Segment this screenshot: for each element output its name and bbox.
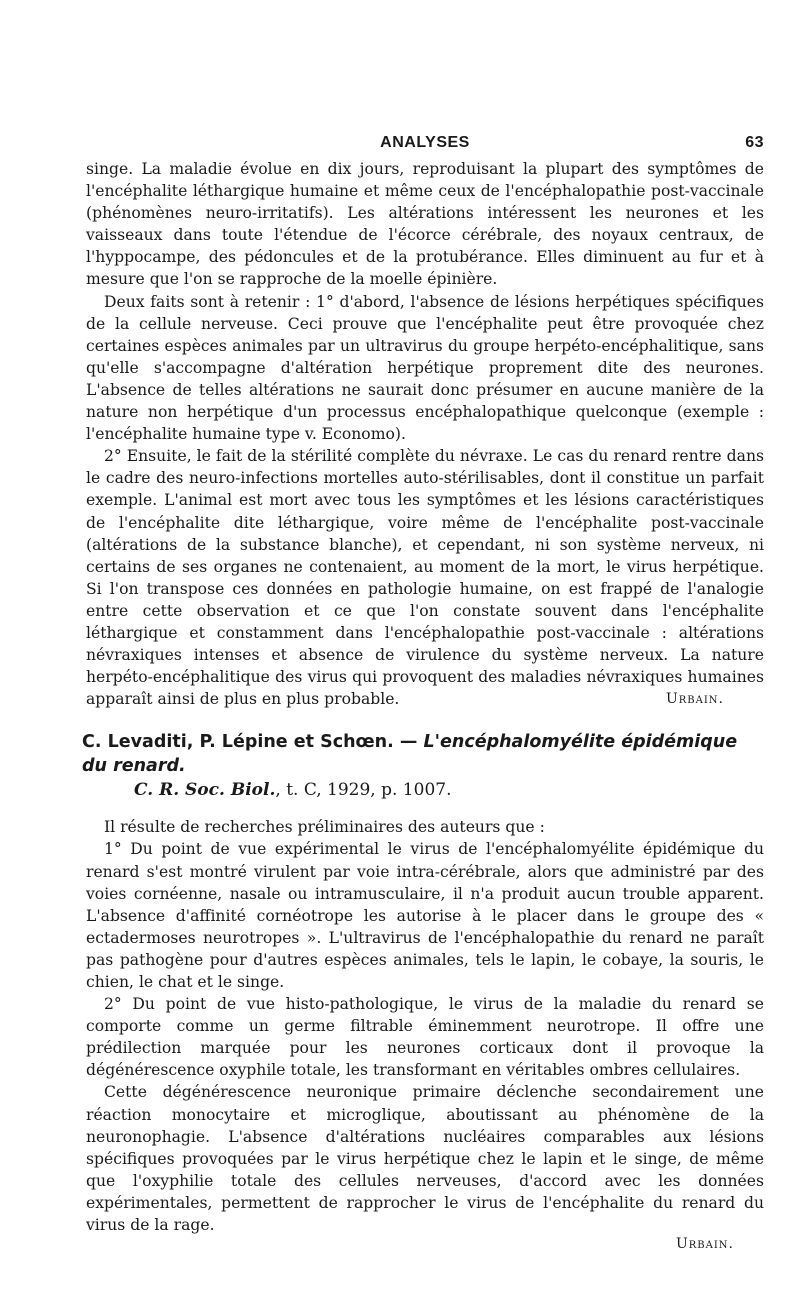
review-heading: [82, 730, 764, 778]
paragraph: 1° Du point de vue expérimental le virus de l'encéphalomyélite épidémique du renard s'est montré virulent par voie intra-cérébrale, alors que administré par des voies cornéenne, nasale ou intramusculaire, il n'a produit aucun trouble apparent. L'absence d'affinité cornéotrope les autorise à le placer dans le groupe des « ectadermoses neurotropes ». L'ultravirus de l'encéphalopathie du renard ne paraît pas pathogène pour d'autres espèces animales, tels le lapin, le cobaye, la souris, le chien, le chat et le singe.: [86, 840, 764, 991]
paragraph-text: 2° Ensuite, le fait de la stérilité complète du névraxe. Le cas du renard rentre dans le cadre des neuro-infections mortelles auto-stérilisables, dont il constitue un parfait exemple. L'animal est mort avec tous les symptômes et les lésions caractéristiques de l'encéphalite dite léthargique, voire même de l'encéphalite post-vaccinale (altérations de la substance blanche), et cependant, ni son système nerveux, ni certains de ses organes ne contenaient, au moment de la mort, le virus herpétique. Si l'on transpose ces données en pathologie humaine, on est frappé de l'analogie entre cette observation et ce que l'on constate souvent dans l'encéphalite léthargique et constamment dans l'encéphalopathie post-vaccinale : altérations névraxiques intenses et absence de virulence du système nerveux. La nature herpéto-encéphalitique des virus qui provoquent des maladies névraxiques humaines apparaît ainsi de plus en plus probable.: [86, 447, 764, 709]
heading-dash: —: [393, 732, 424, 753]
page-number: 63: [745, 134, 764, 151]
reviewer-signature: Urbain.: [665, 691, 724, 708]
paragraph: Cette dégénérescence neuronique primaire déclenche secondairement une réaction monocytaire et microglique, aboutissant au phénomène de la neuronophagie. L'absence d'altérations nucléaires comparables aux lésions spécifiques provoquées par le virus herpétique chez le lapin et le singe, de même que l'oxyphilie totale des cellules nerveuses, d'accord avec les données expérimentales, permettent de rapprocher le virus de l'encéphalite du renard du virus de la rage.: [86, 1083, 764, 1235]
review-continued: [86, 158, 764, 710]
section-spacer: [86, 710, 764, 730]
paragraph: Deux faits sont à retenir : 1° d'abord, l'absence de lésions herpétiques spécifiques de la cellule nerveuse. Ceci prouve que l'encéphalite peut être provoquée chez certaines espèces animales par un ultravirus du groupe herpéto-encéphalitique, sans qu'elle s'accompagne d'altération herpétique proprement dite des neurones. L'absence de telles altérations ne saurait donc présumer en aucune manière de la nature non herpétique d'un processus encéphalopathique quelconque (exemple : l'encéphalite humaine type v. Economo).: [86, 292, 764, 444]
page: [82, 128, 764, 1253]
review-entry: [82, 730, 764, 1253]
review-title: L'encéphalomyélite épidémique du renard.: [82, 732, 738, 777]
paragraph: singe. La maladie évolue en dix jours, reproduisant la plupart des symptômes de l'encéphalite léthargique humaine et même ceux de l'encéphalopathie post-vaccinale (phénomènes neuro-irritatifs). Les altérations intéressent les neurones et les vaisseaux dans toute l'étendue de l'écorce cérébrale, des noyaux centraux, de l'hyppocampe, des pédoncules et de la protubérance. Elles diminuent au fur et à mesure que l'on se rapproche de la moelle épinière.: [86, 160, 764, 289]
reviewer-signature: Urbain.: [675, 1236, 734, 1253]
paragraph: 2° Du point de vue histo-pathologique, le virus de la maladie du renard se comporte comme un germe filtrable éminemment neurotrope. Il offre une prédilection marquée pour les neurones corticaux dont il provoque la dégénérescence oxyphile totale, les transformant en véritables ombres cellulaires.: [86, 995, 764, 1080]
running-head: [86, 128, 764, 158]
journal-citation: , t. C, 1929, p. 1007.: [275, 780, 452, 801]
paragraph: [86, 445, 764, 710]
running-title: ANALYSES: [380, 134, 470, 151]
review-authors: C. Levaditi, P. Lépine et Schœn.: [82, 732, 394, 753]
paragraph: Il résulte de recherches préliminaires des auteurs que :: [104, 818, 545, 837]
journal-name: C. R. Soc. Biol.: [134, 780, 276, 801]
review-source: [86, 778, 764, 802]
